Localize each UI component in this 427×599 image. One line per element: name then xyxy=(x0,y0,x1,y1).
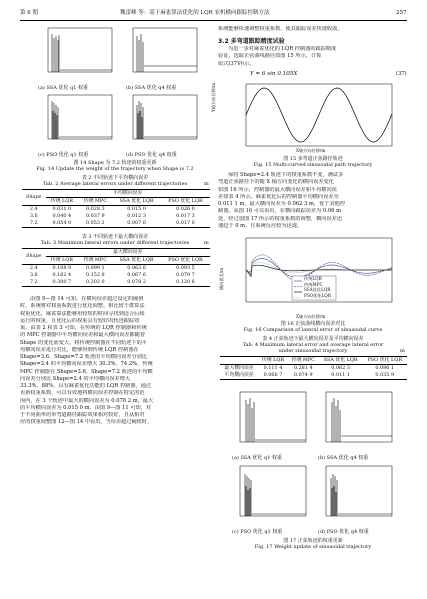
table2 xyxy=(22,189,210,228)
table-cell: 3.6 xyxy=(29,213,38,219)
axes-frame xyxy=(133,28,197,72)
fig16-legend-labels xyxy=(304,276,331,298)
text-line: 运行的权重，且优化后的权重具有较好的轨迹跟踪效 xyxy=(20,317,140,324)
fig14-panel-b xyxy=(125,26,200,81)
table-cell: 0.066 7 xyxy=(263,372,283,378)
fig14-panel-a xyxy=(40,26,115,81)
table-cell: 0.099 1 xyxy=(85,265,105,271)
legend-label: PSO优化LQR xyxy=(304,292,331,298)
right-intro-paragraph xyxy=(218,26,408,33)
legend-label: 传统LQR xyxy=(304,276,322,281)
text-line: 均横向误差进行对比，能够得到传统 LQR 控制器在 xyxy=(20,346,139,353)
table4 xyxy=(220,356,407,380)
table2-group-header: 平均横向误差 xyxy=(46,190,211,198)
left-body-paragraph xyxy=(20,296,210,427)
weight-spikes xyxy=(137,34,143,72)
table-cell: 平均横向误差 xyxy=(224,372,254,378)
header-issue: 第 6 期 xyxy=(20,10,38,16)
text-line: Shape=2.4 的平均横向误差增大 30.3%、74.2%，传统 xyxy=(20,361,153,368)
table-cell: 0.017 3 xyxy=(176,213,195,219)
table3-col-header: PSO 优化 LQR xyxy=(168,257,203,263)
fig17-panel-d xyxy=(318,464,396,526)
table2-col-shape: Shape xyxy=(26,194,42,200)
text-line: 更新权重系数，可以有效地将横向误差控制在特定的范 xyxy=(20,390,145,397)
text-line: 33.3%、88%。具有麻雀优化功能的 LQR 控制器，通过 xyxy=(20,383,152,389)
sinusoid-path xyxy=(246,88,392,142)
series-line-ssa-lqr xyxy=(246,265,392,276)
table-cell: 0.096 1 xyxy=(375,365,395,371)
text-line: 弯道正弦路径下的随 X 轴方向变化的横向误差变化 xyxy=(218,179,334,186)
fig16-xlabel: X轴方向位移/m xyxy=(296,314,326,319)
table-cell: 0.067 6 xyxy=(127,272,146,278)
fig17-panel-c xyxy=(232,464,310,526)
text-line: 验证，选取正弦曲线路径如图 15 所示，计算 xyxy=(218,53,322,60)
table2-title-en: Tab. 2 Average lateral errors under different trajectories xyxy=(42,181,188,187)
table-cell: 0.108 9 xyxy=(52,265,72,271)
fig14-panel-c-label: (c) PSO 优化 q1 权重 xyxy=(38,152,89,158)
table-cell: 0.078 2 xyxy=(127,279,146,285)
fig14-panel-d-label: (d) PSO 优化 q4 权重 xyxy=(126,152,177,158)
table-cell: 0.093 5 xyxy=(176,265,195,271)
text-line: Shape=3.6、Shape=7.2 轨迹的平均横向误差分别比 xyxy=(20,354,148,360)
equation: Y = 6 sin 0.105X xyxy=(250,71,298,77)
text-line: 果。由表 2 和表 3 可知，在传统的 LQR 控制器和传统 xyxy=(20,325,147,331)
series-line-pso-lqr xyxy=(246,263,392,276)
table3-title-cn: 表 3 不同轨迹下最大横向误差 xyxy=(81,234,149,240)
table3-unit: m xyxy=(204,240,209,246)
text-line: 权重优化，麻雀算法能够用较短的时间寻找到适合后续 xyxy=(20,310,145,317)
table-cell: 0.012 3 xyxy=(127,213,146,219)
table3-col-shape: Shape xyxy=(26,253,42,259)
axes-frame xyxy=(48,95,112,139)
axes-frame xyxy=(48,28,112,72)
table3-col-header: 传统 LQR xyxy=(50,257,73,263)
table2-col-header: SSA 优化 LQR xyxy=(119,198,154,204)
table-cell: 0.120 6 xyxy=(176,279,195,285)
fig15-ylabel: Y轴方向位移/m xyxy=(211,82,216,112)
table-cell: 0.162 4 xyxy=(52,272,72,278)
text-line: 时，系统将对权重系数进行优化调整。相比较于群算法 xyxy=(20,303,145,310)
table-cell: 7.2 xyxy=(29,220,38,226)
table-cell: 0.026 0 xyxy=(176,206,195,212)
fig17-caption-cn: 图 17 正弦轨迹的权重更新 xyxy=(283,538,343,544)
table-cell: 0.007 6 xyxy=(127,220,146,226)
table-cell: 3.6 xyxy=(29,272,38,278)
table-cell: 0.079 7 xyxy=(176,272,195,278)
table4-col-header: 传统 MPC xyxy=(291,357,315,363)
table-cell: 0.302 0 xyxy=(85,279,105,285)
weight-spikes xyxy=(52,34,59,72)
text-line: 系统能够快速调整权重系数，使其跟踪误差快速收敛。 xyxy=(218,26,343,32)
fig16-caption-cn: 图 16 正弦曲线横向误差对比 xyxy=(280,321,346,327)
text-line: 的 MPC 控制器中平均横向误差和最大横向误差都随着 xyxy=(20,332,146,339)
text-line: 0.011 1 m，最大横向误差为 0.062 3 m，优于其他控 xyxy=(218,201,346,207)
table3-group-header: 最大横向误差 xyxy=(46,249,211,257)
weight-spikes xyxy=(331,474,337,516)
right-para-2 xyxy=(218,172,408,230)
legend-label: 传统MPC xyxy=(304,281,323,287)
table2-col-header: 传统 LQR xyxy=(50,198,73,204)
fig14-panel-d xyxy=(125,93,200,148)
text-line: Shape 的变化而变大。将传统控制器在不同轨迹下的平 xyxy=(20,339,147,346)
table-row xyxy=(22,206,210,214)
table-cell: 0.053 2 xyxy=(85,220,105,226)
table-row xyxy=(22,220,210,228)
table-cell: 0.040 4 xyxy=(52,213,72,219)
fig14-panel-b-label: (b) SSA 优化 q4 权重 xyxy=(126,85,177,91)
fig17-caption-en: Fig. 17 Weight update of sinusoidal trajectory xyxy=(254,544,372,550)
fig14-caption-en: Fig. 14 Update the weight of the trajectory when Shape is 7.2 xyxy=(36,166,194,172)
table3-col-header: SSA 优化 LQR xyxy=(119,257,154,263)
table-cell: 2.4 xyxy=(29,206,38,212)
table-cell: 0.111 4 xyxy=(263,365,283,371)
text-line: 速趋于 0 m，且系统反应较为迅速。 xyxy=(218,222,303,229)
text-line: MPC 控制器在 Shape=3.6、Shape=7.2 轨迹的平均横 xyxy=(20,368,153,375)
table-row xyxy=(22,265,210,273)
fig15-xlabel: X轴方向位移/m xyxy=(296,148,326,153)
table-cell: 0.017 0 xyxy=(176,220,195,226)
table4-col-header: SSA 优化 LQR xyxy=(323,357,358,363)
table-row xyxy=(22,213,210,220)
equation-number: (37) xyxy=(396,71,407,77)
fig16-plot xyxy=(232,234,397,316)
fig14-panel-c xyxy=(40,93,115,148)
text-line: 向误差分别比 Shape=2.4 的平均横向误差增大 xyxy=(20,375,131,382)
fig15-caption-en: Fig. 15 Multi-curved sinusoidal path trajectory xyxy=(253,162,373,168)
table3-title-en: Tab. 3 Maximum lateral errors under different trajectories xyxy=(40,240,190,246)
table-cell: 0.028 3 xyxy=(85,206,105,212)
table4-unit: m xyxy=(400,348,405,354)
axes-frame xyxy=(133,95,197,139)
table4-corner xyxy=(220,357,258,365)
table-cell: 7.2 xyxy=(29,279,38,285)
table2-col-header: PSO 优化 LQR xyxy=(168,198,203,204)
table-cell: 0.074 9 xyxy=(293,372,313,378)
series-line-traditional-lqr xyxy=(246,259,392,278)
text-line: 如图 16 所示，控制器的最大横向误差和平均横向误 xyxy=(218,186,337,193)
fig17-panel-c-label: (c) PSO 优化 q1 权重 xyxy=(232,529,283,535)
text-line: 于不同曲率的单弯道路径跟踪效果相对较好，且从相对 xyxy=(20,412,145,418)
text-line: 应的权重调整图 12—图 14 中看出，当误差超过阈值时， xyxy=(20,419,153,426)
text-line: 由图 9—图 14 可知，在横向误差超过设定的阈值 xyxy=(30,296,144,302)
fig14-panel-a-label: (a) SSA 优化 q1 权重 xyxy=(38,85,88,91)
table2-title-cn: 表 2 不同轨迹下平均横向误差 xyxy=(81,175,149,181)
weight-spikes xyxy=(137,101,143,139)
text-line: 的平均横向误差为 0.015 0 m。由图 9—图 11 可知，对 xyxy=(20,404,152,411)
weight-spikes xyxy=(332,398,340,442)
weight-spikes xyxy=(52,101,58,139)
fig17-panel-a-label: (a) SSA 优化 q1 权重 xyxy=(232,455,282,461)
text-line: 围内，在 3 个轨迹中最大的横向误差为 0.078 2 m，最大 xyxy=(20,397,154,404)
table-cell: 0.063 6 xyxy=(127,265,146,271)
text-line: 为进一步对麻雀优化的 LQR 控制器的跟踪精度 xyxy=(228,46,337,52)
table4-title-en-2: under sinusoidal trajectory xyxy=(278,348,348,354)
fig14-caption-cn: 图 14 Shape 为 7.2 轨迹的权重更新 xyxy=(73,160,157,166)
legend-label: SSA优化LQR xyxy=(304,287,331,292)
table3 xyxy=(22,248,210,287)
table-cell: 0.031 0 xyxy=(52,206,72,212)
header-page-number: 257 xyxy=(396,10,407,16)
text-line: 差如表 4 所示。麻雀优化后的控制器平均横向误差为 xyxy=(218,193,339,200)
text-line: 如式(37)所示。 xyxy=(218,60,255,67)
section-heading: 3.2 多弯道跟踪精度试验 xyxy=(218,38,285,45)
header-title: 魏雷峰 等：基于麻雀算法优化的 LQR 农机横向跟踪控制方法 xyxy=(120,10,270,16)
table-row xyxy=(22,272,210,279)
right-para-1 xyxy=(218,46,408,68)
weight-spikes xyxy=(246,398,254,442)
table4-col-header: 传统 LQR xyxy=(261,357,285,363)
text-line: 制器。从图 16 可以看出，在横向跟踪误差为 0.06 m xyxy=(218,208,342,215)
table-cell: 0.015 0 xyxy=(127,206,146,212)
fig17-panel-b xyxy=(318,390,396,452)
table2-col-header: 传统 MPC xyxy=(83,198,107,204)
table-cell: 2.4 xyxy=(29,265,38,271)
table-cell: 0.281 4 xyxy=(293,365,313,371)
weight-spikes xyxy=(245,474,251,516)
table-row xyxy=(22,279,210,287)
fig15-caption-cn: 图 15 多弯道正弦路径轨迹 xyxy=(283,156,343,162)
table-cell: 0.054 0 xyxy=(52,220,72,226)
fig17-panel-a xyxy=(232,390,310,452)
fig17-panel-d-label: (d) PSO 优化 q4 权重 xyxy=(318,529,369,535)
table-cell: 0.300 7 xyxy=(52,279,72,285)
fig17-panel-b-label: (b) SSA 优化 q4 权重 xyxy=(318,455,369,461)
fig16-ylabel: 横向误差/m xyxy=(219,267,224,290)
table4-title-cn: 表 4 正弦轨迹下最大横向误差及平均横向误差 xyxy=(262,336,364,342)
table4-col-header: PSO 优化 LQR xyxy=(367,357,402,363)
table-cell: 0.035 9 xyxy=(375,372,395,378)
table-cell: 最大横向误差 xyxy=(224,365,254,371)
table3-col-header: 传统 MPC xyxy=(83,257,107,263)
text-line: 保持 Shape=2.4 轨迹下的权重系数不变，测试多 xyxy=(228,172,344,178)
table2-unit: m xyxy=(204,181,209,187)
table-cell: 0.011 1 xyxy=(331,372,350,378)
table-cell: 0.037 9 xyxy=(85,213,105,219)
table-cell: 0.152 8 xyxy=(85,272,105,278)
table4-title-en: Tab. 4 Maximum lateral error and average lateral error xyxy=(242,342,384,348)
table-row xyxy=(220,365,407,373)
table-row xyxy=(220,372,407,380)
text-line: 处，经过加图 17 所示的权重系数的调整，横向误差迅 xyxy=(218,215,343,222)
header-rule xyxy=(20,20,407,21)
fig16-caption-en: Fig. 16 Comparison of lateral error of sinusoidal curve xyxy=(243,327,383,333)
table-cell: 0.062 3 xyxy=(331,365,350,371)
